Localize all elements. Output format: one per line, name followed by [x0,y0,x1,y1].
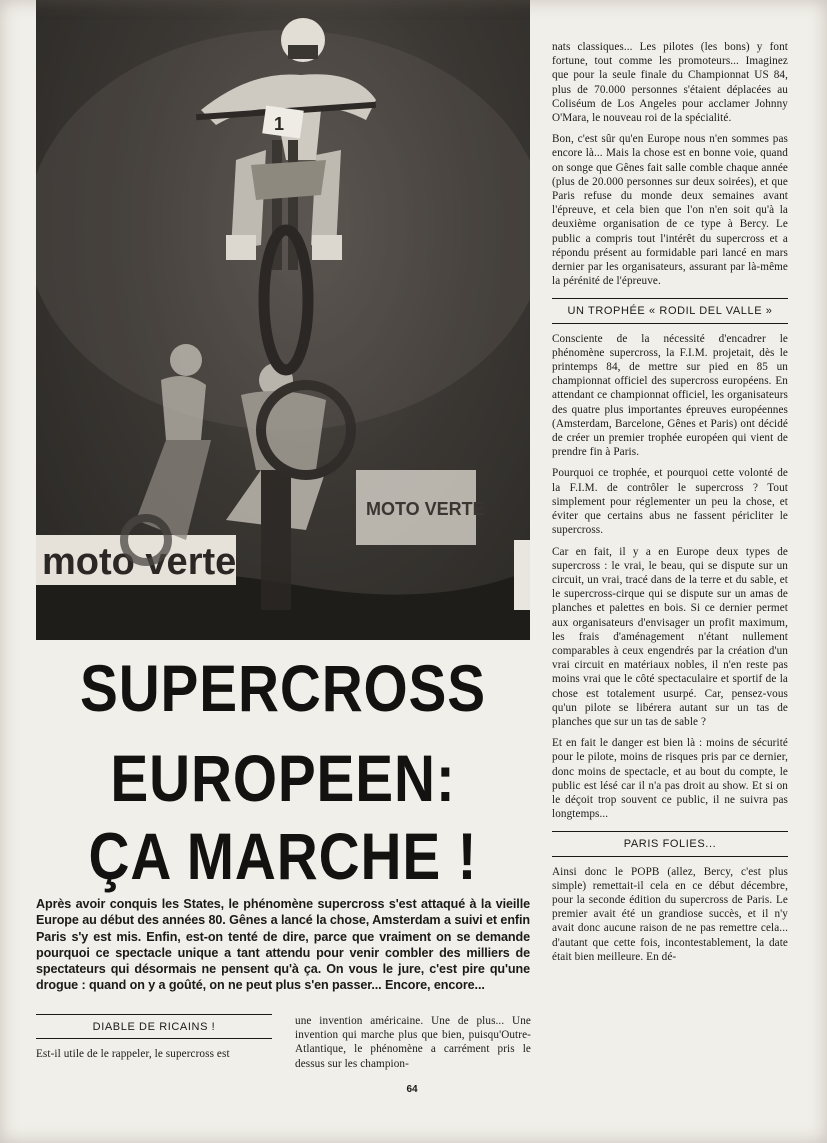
headline-line-3: ÇA MARCHE ! [88,819,478,893]
bike-number: 1 [274,114,285,134]
intro-paragraph: Après avoir conquis les States, le phénomène supercross s'est attaqué à la vieille Europe au début des années 80. Gênes a lancé la chose, Amsterdam a suivi et enfin Paris s'y est mis. Enfin, est-on tenté de dire, parce que vraiment on se demande pourquoi ce spectacle unique a tant attendu pour venir combler des milliers de spectateurs qui désormais ne pensent qu'à ça. On vous le jure, c'est pire qu'une drogue : quand on y a goûté, on ne peut plus s'en passer... Encore, encore... [36,897,530,993]
section-heading-paris-folies: PARIS FOLIES... [552,831,788,856]
right-paragraph-4: Pourquoi ce trophée, et pourquoi cette volonté de la F.I.M. de contrôler le supercross ? Tout simplement pour réglementer un peu la chose, et éviter que certains abus ne fassent péricliter le supercross. [552,467,788,537]
page-number: 64 [406,1084,418,1095]
section-heading-diable: DIABLE DE RICAINS ! [36,1014,272,1039]
right-paragraph-7: Ainsi donc le POPB (allez, Bercy, c'est plus simple) remettait-il cela en ce début décembre, pour la seconde édition du supercross de Paris. Le premier avait été un grandiose succès, et il n'y avait donc aucune raison de ne pas remettre cela... d'autant que cette fois, incontestablement, la date était bien meilleure. En dé- [552,865,788,963]
section-heading-trophee: UN TROPHÉE « RODIL DEL VALLE » [552,298,788,323]
right-column [552,40,788,971]
supercross-photo [36,0,530,640]
headline-line-1: SUPERCROSS [79,651,487,725]
bottom-middle-column [295,1014,531,1078]
bottom-left-column [36,1014,272,1068]
headline-line-2: EUROPEEN: [110,741,456,815]
right-paragraph-2: Bon, c'est sûr qu'en Europe nous n'en sommes pas encore là... Mais la chose est en bonne voie, quand on songe que Gênes fait salle comble chaque année (plus de 20.000 personnes sur deux soirées), et que Paris refuse du monde deux semaines avant l'épreuve, et cela bien que l'on n'en soit qu'à la deuxième organisation de ce type à Bercy. Le public a compris tout l'intérêt du supercross et a répondu présent au formidable pari lancé en mars dernier par les organisateurs, assurant par là-même la pérénité de l'épreuve. [552,133,788,288]
right-paragraph-3: Consciente de la nécessité d'encadrer le phénomène supercross, la F.I.M. projetait, dès le printemps 84, de mettre sur pied en 85 un championnat officiel des supercross européens. En attendant ce championnat officiel, les organisateurs des quatre plus importantes épreuves européennes (Amsterdam, Barcelone, Gênes et Paris) ont décidé de créer un premier trophée européen qui vient de prendre fin à Paris. [552,332,788,459]
bottom-middle-text: une invention américaine. Une de plus... Une invention qui marche plus que bien, puisqu'Outre-Atlantique, le phénomène a carrément pris le dessus sur les champion- [295,1015,531,1070]
right-paragraph-1: nats classiques... Les pilotes (les bons) y font fortune, tout comme les promoteurs... Imaginez que pour la seule finale du Championnat US 84, plus de 70.000 personnes s'étaient déplacées au Coliséum de Los Angeles pour acclamer Johnny O'Mara, le nouveau roi de la spécialité. [552,41,788,125]
banner-right-text: MOTO VERTE [366,499,485,519]
banner-left-text: moto verte [42,541,237,583]
right-paragraph-6: Et en fait le danger est bien là : moins de sécurité pour le pilote, moins de risques pris par ce dernier, donc moins de spectacle, et au bout du compte, le public est lésé car il n'a pas droit au show. Et si on le déçoit trop souvent ce public, il ne suivra pas longtemps... [552,737,788,821]
bottom-left-text: Est-il utile de le rappeler, le supercross est [36,1048,230,1061]
right-paragraph-5: Car en fait, il y a en Europe deux types de supercross : le vrai, le beau, qui se dispute sur un circuit, un vrai, tracé dans de la terre et du sable, et le supercross-cirque qui se dispute sur un amas de planches et palettes en bois. Si ce dernier permet aux organisateurs d'envisager un profit maximum, les frais d'aménagement n'étant nullement comparables à ceux engendrés par la création d'un vrai circuit en matériaux nobles, il n'en reste pas moins vrai que le côté spectaculaire et sportif de la chose est totalement usurpé. Car, pensez-vous qu'un pilote se libérera autant sur un tas de planches que sur un tas de sable ? [552,545,788,728]
photo-illustration [36,0,530,640]
